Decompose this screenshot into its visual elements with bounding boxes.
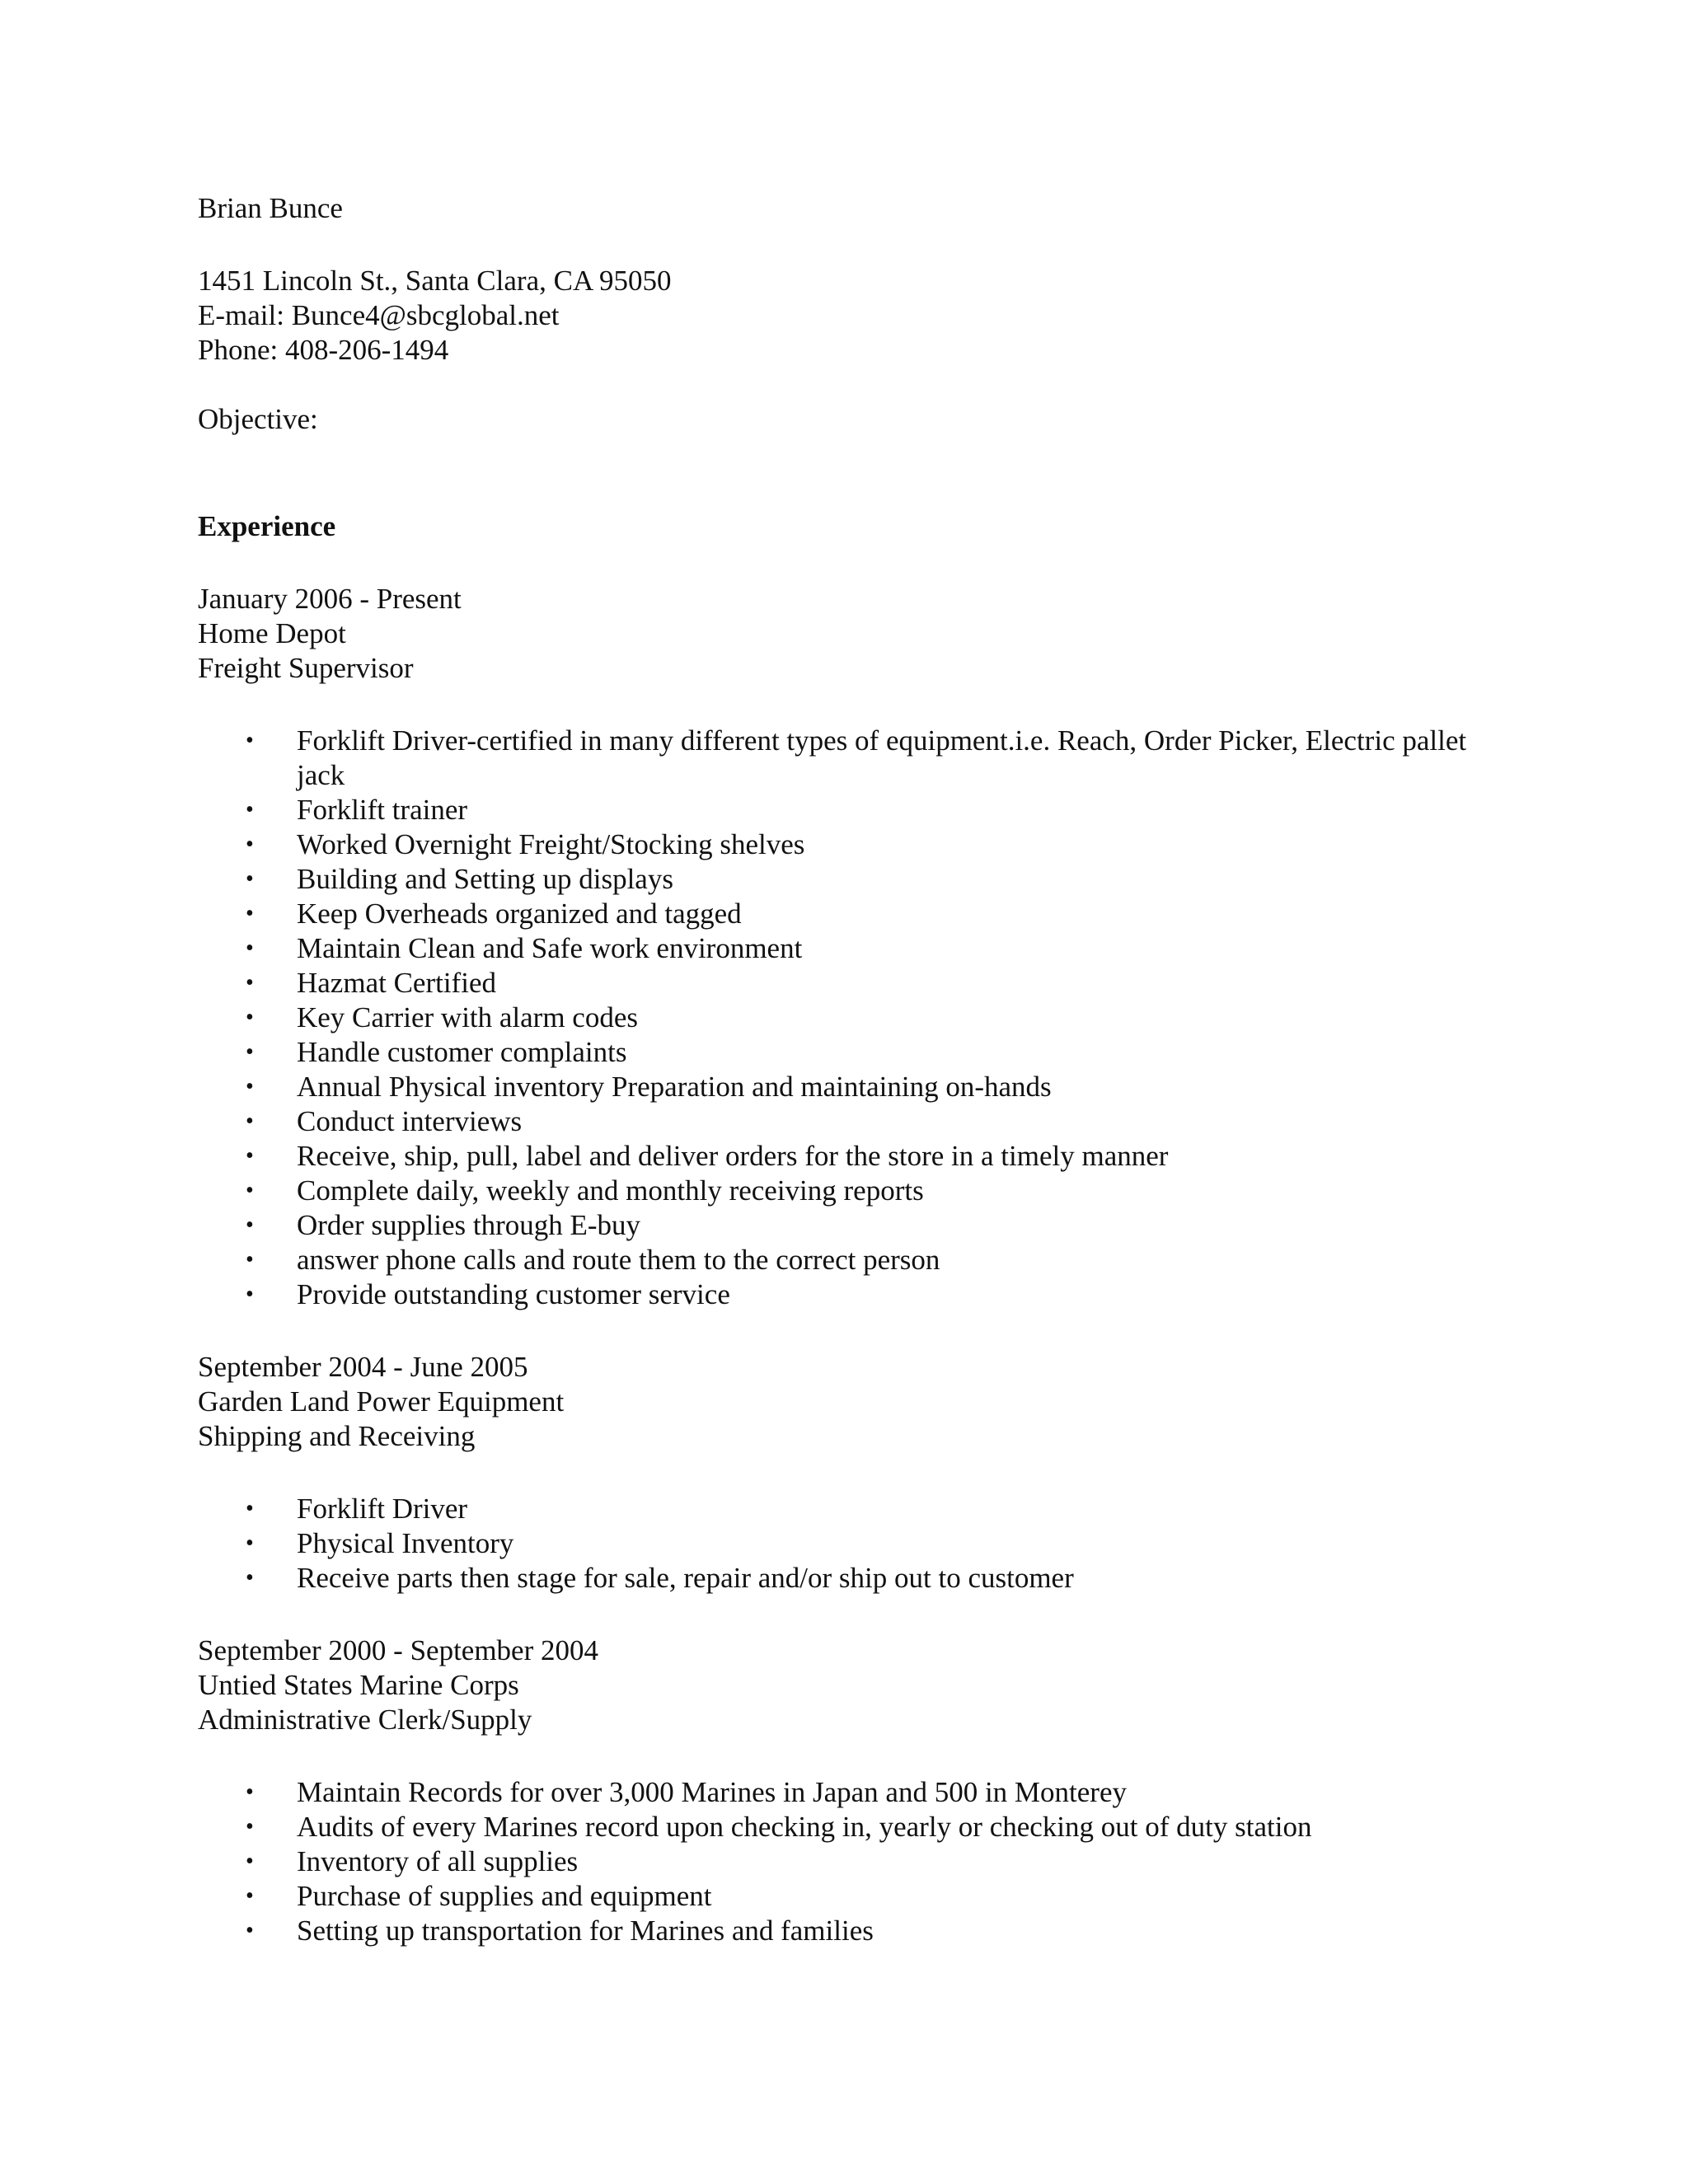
experience-heading: Experience xyxy=(198,510,336,542)
bullet-icon: • xyxy=(246,832,254,857)
job-company: Untied States Marine Corps xyxy=(198,1669,519,1701)
job-company: Home Depot xyxy=(198,617,346,649)
bullet-icon: • xyxy=(246,1282,254,1307)
list-item: • Physical Inventory xyxy=(246,1527,514,1559)
address: 1451 Lincoln St., Santa Clara, CA 95050 xyxy=(198,265,672,297)
resume-content xyxy=(198,191,1500,1948)
bullet-icon: • xyxy=(246,728,254,753)
phone: Phone: 408-206-1494 xyxy=(198,334,449,366)
applicant-name: Brian Bunce xyxy=(198,192,343,224)
bullet-icon: • xyxy=(246,1779,254,1805)
bullet-icon: • xyxy=(246,1247,254,1272)
bullet-icon: • xyxy=(246,866,254,892)
list-item: • Forklift trainer xyxy=(246,794,468,826)
bullet-icon: • xyxy=(246,1212,254,1238)
bullet-icon: • xyxy=(246,1039,254,1065)
list-item: • Complete daily, weekly and monthly receiving reports xyxy=(246,1174,924,1207)
bullet-icon: • xyxy=(246,1074,254,1099)
email: E-mail: Bunce4@sbcglobal.net xyxy=(198,299,560,331)
bullet-icon: • xyxy=(246,1849,254,1874)
objective-label: Objective: xyxy=(198,403,318,435)
list-item: • Hazmat Certified xyxy=(246,967,496,999)
list-item: • Forklift Driver xyxy=(246,1493,468,1525)
list-item: • Conduct interviews xyxy=(246,1105,523,1137)
list-item: • Inventory of all supplies xyxy=(246,1845,579,1877)
list-item: • Receive parts then stage for sale, repair and/or ship out to customer xyxy=(246,1562,1074,1594)
job-dates: September 2000 - September 2004 xyxy=(198,1634,599,1666)
bullet-icon: • xyxy=(246,1530,254,1556)
list-item: • Building and Setting up displays xyxy=(246,863,673,895)
bullet-icon: • xyxy=(246,1883,254,1909)
contact-block xyxy=(198,264,1500,368)
bullet-icon: • xyxy=(246,1143,254,1169)
bullet-icon: • xyxy=(246,1918,254,1943)
list-item: • Provide outstanding customer service xyxy=(246,1278,730,1310)
job-entry-marine-corps xyxy=(198,1633,1500,1737)
list-item: • Worked Overnight Freight/Stocking shelves xyxy=(246,828,805,860)
duties-list-marine-corps xyxy=(198,1775,1500,1948)
list-item: • Keep Overheads organized and tagged xyxy=(246,898,742,930)
bullet-icon: • xyxy=(246,1108,254,1134)
list-item: • Purchase of supplies and equipment xyxy=(246,1880,712,1912)
list-item: • Handle customer complaints xyxy=(246,1036,627,1068)
job-title: Freight Supervisor xyxy=(198,652,414,684)
bullet-icon: • xyxy=(246,1496,254,1521)
duties-list-home-depot xyxy=(198,724,1500,1312)
bullet-icon: • xyxy=(246,797,254,823)
list-item: • Receive, ship, pull, label and deliver orders for the store in a timely manner xyxy=(246,1140,1169,1172)
bullet-icon: • xyxy=(246,901,254,926)
bullet-icon: • xyxy=(246,1178,254,1203)
list-item: • Key Carrier with alarm codes xyxy=(246,1001,639,1033)
bullet-icon: • xyxy=(246,970,254,996)
bullet-icon: • xyxy=(246,1814,254,1840)
bullet-icon: • xyxy=(246,1005,254,1030)
job-dates: September 2004 - June 2005 xyxy=(198,1351,528,1383)
list-item: • Audits of every Marines record upon checking in, yearly or checking out of duty station xyxy=(246,1811,1312,1843)
list-item: • Annual Physical inventory Preparation and maintaining on-hands xyxy=(246,1071,1052,1103)
duties-list-garden-land xyxy=(198,1492,1500,1596)
list-item: • Maintain Clean and Safe work environment xyxy=(246,932,803,964)
list-item: • Maintain Records for over 3,000 Marines in Japan and 500 in Monterey xyxy=(246,1776,1127,1808)
list-item: • Setting up transportation for Marines and families xyxy=(246,1915,874,1947)
bullet-icon: • xyxy=(246,935,254,961)
job-company: Garden Land Power Equipment xyxy=(198,1385,565,1418)
list-item: • answer phone calls and route them to the correct person xyxy=(246,1244,940,1276)
job-entry-garden-land xyxy=(198,1350,1500,1454)
list-item: • Forklift Driver-certified in many different types of equipment.i.e. Reach, Order Picker, Electric pallet jack xyxy=(246,724,1467,791)
job-dates: January 2006 - Present xyxy=(198,583,462,615)
job-entry-home-depot xyxy=(198,582,1500,686)
bullet-icon: • xyxy=(246,1565,254,1591)
job-title: Administrative Clerk/Supply xyxy=(198,1704,532,1736)
list-item: • Order supplies through E-buy xyxy=(246,1209,641,1241)
job-title: Shipping and Receiving xyxy=(198,1420,476,1452)
